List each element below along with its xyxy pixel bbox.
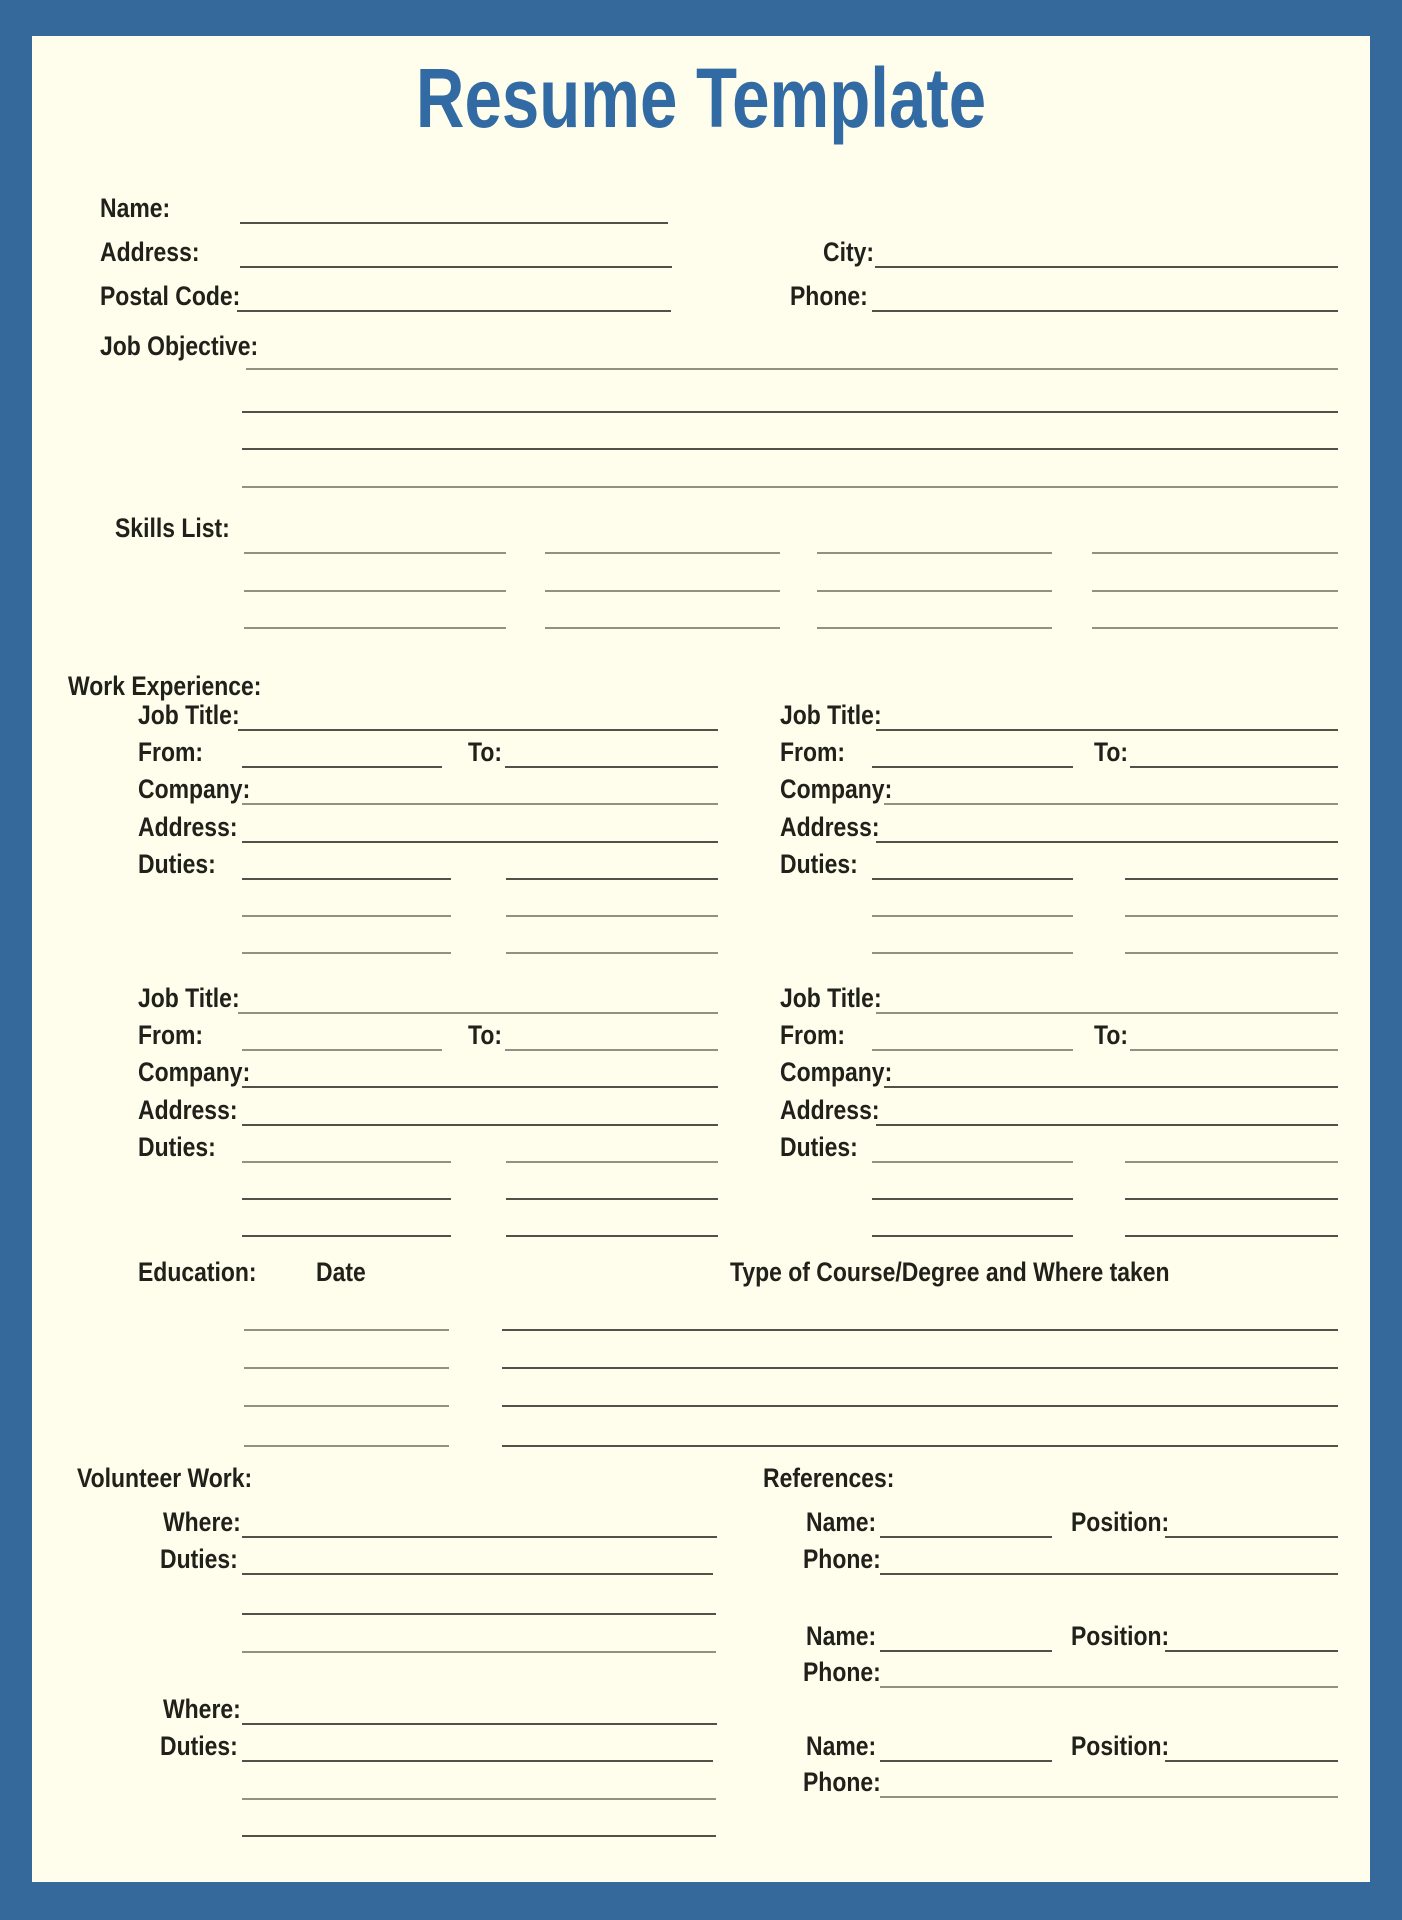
page-title: Resume Template xyxy=(415,51,987,145)
reference-phone-label: Phone: xyxy=(803,1544,881,1574)
duties-line xyxy=(242,1161,451,1163)
duties-label: Duties: xyxy=(780,1132,858,1162)
to-label: To: xyxy=(1094,737,1128,767)
skills-line xyxy=(545,627,780,629)
phone-field-line xyxy=(872,310,1338,312)
skills-line xyxy=(1092,590,1338,592)
address-label: Address: xyxy=(780,812,880,842)
volunteer-duties-label: Duties: xyxy=(160,1731,238,1761)
duties-label: Duties: xyxy=(780,849,858,879)
references-label: References: xyxy=(763,1463,895,1493)
skills-line xyxy=(244,552,506,554)
reference-position-label: Position: xyxy=(1071,1621,1170,1651)
to-label: To: xyxy=(1094,1020,1128,1050)
job-title-label: Job Title: xyxy=(780,700,882,730)
volunteer-duties-label: Duties: xyxy=(160,1544,238,1574)
duties-line xyxy=(506,878,718,880)
duties-line xyxy=(1125,952,1338,954)
reference-phone-label: Phone: xyxy=(803,1767,881,1797)
paper xyxy=(32,36,1370,1882)
company-label: Company: xyxy=(780,774,893,804)
from-label: From: xyxy=(780,737,846,767)
duties-line xyxy=(506,915,718,917)
to-line xyxy=(1130,766,1338,768)
from-label: From: xyxy=(780,1020,846,1050)
job-objective-line xyxy=(242,411,1338,413)
volunteer-duties-line xyxy=(242,1573,713,1575)
address-line xyxy=(876,1124,1338,1126)
address-label: Address: xyxy=(138,1095,238,1125)
reference-name-line xyxy=(880,1760,1052,1762)
volunteer-duties-line xyxy=(242,1613,716,1615)
postal-code-field-line xyxy=(237,310,671,312)
from-line xyxy=(242,1049,442,1051)
duties-line xyxy=(872,915,1073,917)
work-experience-label: Work Experience: xyxy=(68,671,262,701)
from-label: From: xyxy=(138,737,204,767)
company-label: Company: xyxy=(138,774,251,804)
name-label: Name: xyxy=(100,193,171,223)
skills-line xyxy=(1092,552,1338,554)
duties-label: Duties: xyxy=(138,849,216,879)
reference-phone-line xyxy=(880,1573,1338,1575)
volunteer-duties-line xyxy=(242,1651,716,1653)
volunteer-work-label: Volunteer Work: xyxy=(77,1463,253,1493)
company-line xyxy=(884,803,1338,805)
duties-line xyxy=(1125,1161,1338,1163)
duties-line xyxy=(1125,1198,1338,1200)
duties-line xyxy=(242,915,451,917)
duties-line xyxy=(242,878,451,880)
duties-line xyxy=(242,1198,451,1200)
duties-line xyxy=(872,1161,1073,1163)
reference-name-label: Name: xyxy=(806,1731,877,1761)
reference-position-line xyxy=(1165,1650,1338,1652)
reference-position-label: Position: xyxy=(1071,1507,1170,1537)
duties-label: Duties: xyxy=(138,1132,216,1162)
address-line xyxy=(242,1124,718,1126)
volunteer-duties-line xyxy=(242,1835,716,1837)
education-course-line xyxy=(502,1329,1338,1331)
reference-position-line xyxy=(1165,1536,1338,1538)
reference-name-line xyxy=(880,1536,1052,1538)
education-course-header: Type of Course/Degree and Where taken xyxy=(730,1257,1170,1287)
city-label: City: xyxy=(823,237,874,267)
from-line xyxy=(872,766,1073,768)
job-title-line xyxy=(876,1012,1338,1014)
duties-line xyxy=(872,878,1073,880)
reference-phone-label: Phone: xyxy=(803,1657,881,1687)
reference-name-label: Name: xyxy=(806,1507,877,1537)
skills-line xyxy=(545,590,780,592)
reference-phone-line xyxy=(880,1796,1338,1798)
job-objective-line xyxy=(242,486,1338,488)
duties-line xyxy=(872,952,1073,954)
education-date-header: Date xyxy=(316,1257,366,1287)
skills-line xyxy=(817,552,1052,554)
duties-line xyxy=(1125,878,1338,880)
duties-line xyxy=(872,1198,1073,1200)
job-objective-label: Job Objective: xyxy=(100,331,259,361)
duties-line xyxy=(872,1235,1073,1237)
education-date-line xyxy=(244,1405,449,1407)
reference-position-line xyxy=(1165,1760,1338,1762)
duties-line xyxy=(1125,915,1338,917)
name-field-line xyxy=(240,222,668,224)
duties-line xyxy=(506,1235,718,1237)
volunteer-where-line xyxy=(242,1536,717,1538)
city-field-line xyxy=(875,266,1338,268)
job-title-label: Job Title: xyxy=(780,983,882,1013)
job-title-label: Job Title: xyxy=(138,983,240,1013)
skills-line xyxy=(817,590,1052,592)
skills-list-label: Skills List: xyxy=(115,513,230,543)
job-title-line xyxy=(876,729,1338,731)
to-line xyxy=(1130,1049,1338,1051)
duties-line xyxy=(1125,1235,1338,1237)
address-line xyxy=(242,841,718,843)
company-line xyxy=(884,1086,1338,1088)
skills-line xyxy=(817,627,1052,629)
company-line xyxy=(242,1086,718,1088)
job-objective-line xyxy=(242,448,1338,450)
duties-line xyxy=(506,952,718,954)
reference-position-label: Position: xyxy=(1071,1731,1170,1761)
address-label: Address: xyxy=(780,1095,880,1125)
company-label: Company: xyxy=(138,1057,251,1087)
education-course-line xyxy=(502,1445,1338,1447)
duties-line xyxy=(242,1235,451,1237)
phone-label: Phone: xyxy=(790,281,868,311)
volunteer-duties-line xyxy=(242,1798,716,1800)
volunteer-where-label: Where: xyxy=(163,1507,241,1537)
skills-line xyxy=(244,627,506,629)
job-title-line xyxy=(238,729,718,731)
postal-code-label: Postal Code: xyxy=(100,281,241,311)
to-label: To: xyxy=(468,1020,502,1050)
company-line xyxy=(242,803,718,805)
reference-phone-line xyxy=(880,1686,1338,1688)
duties-line xyxy=(506,1161,718,1163)
education-course-line xyxy=(502,1367,1338,1369)
duties-line xyxy=(242,952,451,954)
job-objective-line xyxy=(246,368,1338,370)
reference-name-line xyxy=(880,1650,1052,1652)
volunteer-where-label: Where: xyxy=(163,1694,241,1724)
skills-line xyxy=(545,552,780,554)
skills-line xyxy=(1092,627,1338,629)
education-course-line xyxy=(502,1405,1338,1407)
education-date-line xyxy=(244,1329,449,1331)
company-label: Company: xyxy=(780,1057,893,1087)
job-title-label: Job Title: xyxy=(138,700,240,730)
job-title-line xyxy=(238,1012,718,1014)
reference-name-label: Name: xyxy=(806,1621,877,1651)
address-line xyxy=(876,841,1338,843)
address-field-line xyxy=(240,266,672,268)
volunteer-where-line xyxy=(242,1723,717,1725)
address-label: Address: xyxy=(100,237,200,267)
address-label: Address: xyxy=(138,812,238,842)
volunteer-duties-line xyxy=(242,1760,713,1762)
to-label: To: xyxy=(468,737,502,767)
from-label: From: xyxy=(138,1020,204,1050)
to-line xyxy=(505,1049,718,1051)
skills-line xyxy=(244,590,506,592)
from-line xyxy=(872,1049,1073,1051)
education-date-line xyxy=(244,1445,449,1447)
education-label: Education: xyxy=(138,1257,257,1287)
to-line xyxy=(505,766,718,768)
from-line xyxy=(242,766,442,768)
education-date-line xyxy=(244,1367,449,1369)
duties-line xyxy=(506,1198,718,1200)
